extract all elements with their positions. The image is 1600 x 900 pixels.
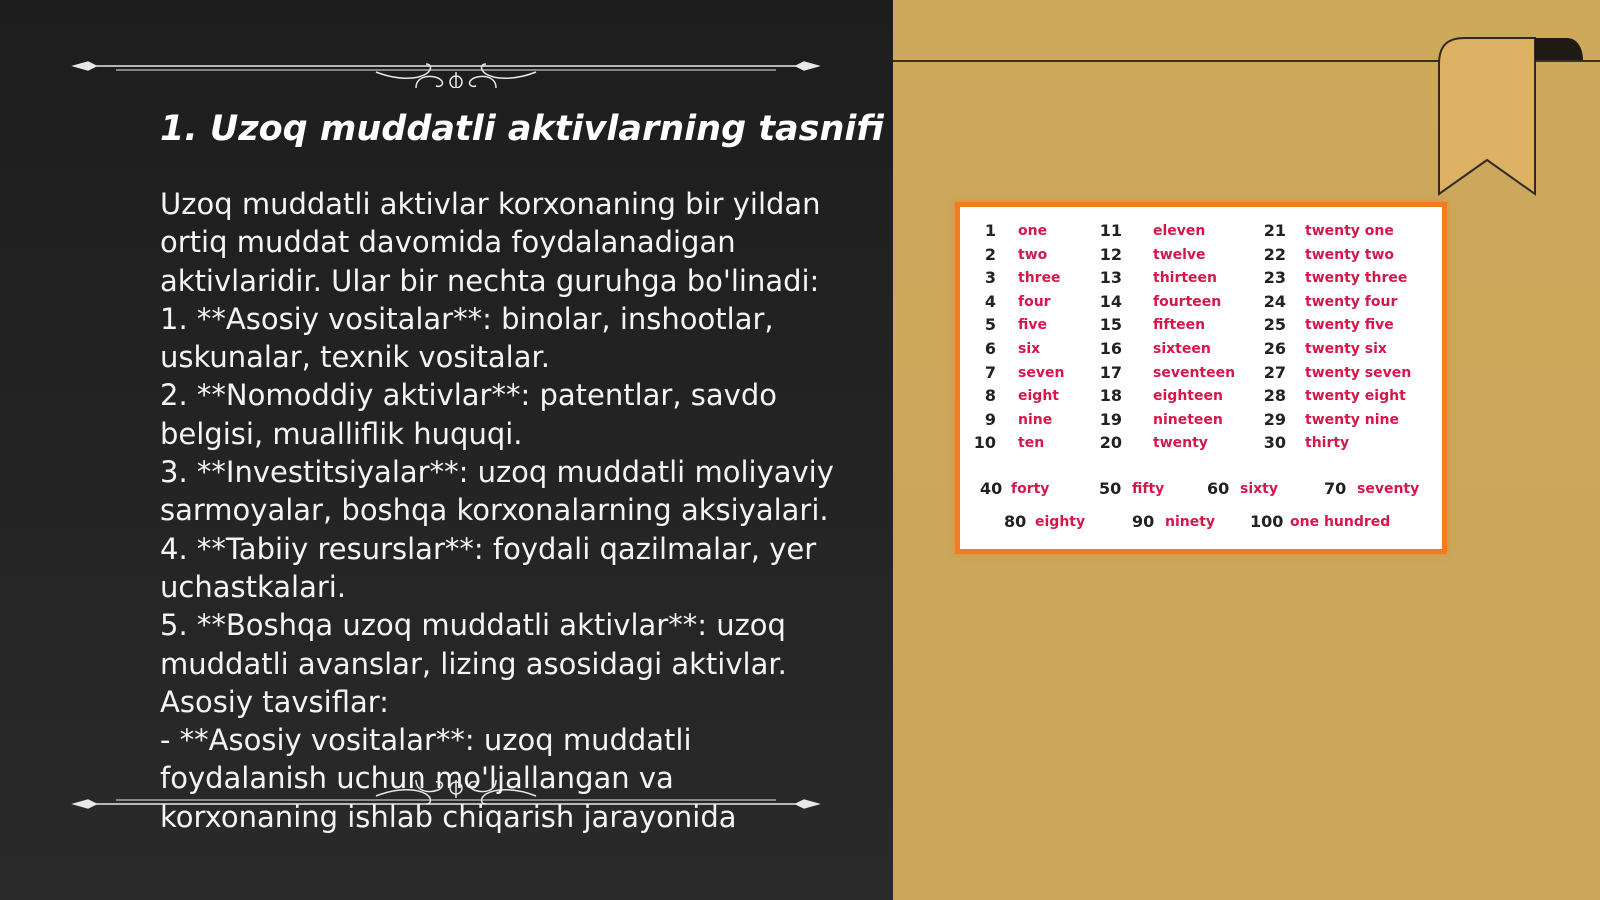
number-digit: 15 xyxy=(1099,315,1122,335)
number-row xyxy=(960,386,1442,408)
number-digit: 24 xyxy=(1263,291,1286,311)
number-word: eighteen xyxy=(1153,388,1223,405)
number-digit: 8 xyxy=(984,386,996,406)
number-digit: 2 xyxy=(984,244,996,264)
number-word: eight xyxy=(1018,388,1059,405)
number-word: thirty xyxy=(1305,435,1350,452)
number-digit: 9 xyxy=(984,409,996,429)
number-digit: 12 xyxy=(1099,244,1122,264)
number-word: eighty xyxy=(1035,514,1086,530)
body-paragraph: 3. **Investitsiyalar**: uzoq muddatli moliyaviy sarmoyalar, boshqa korxonalarning aksiyalari. xyxy=(160,455,834,528)
number-digit: 13 xyxy=(1099,268,1122,288)
number-digit: 5 xyxy=(984,315,996,335)
number-row xyxy=(960,315,1442,337)
number-word: seventy xyxy=(1357,481,1420,497)
number-word: twenty six xyxy=(1305,341,1387,357)
number-digit: 30 xyxy=(1263,433,1286,453)
number-row xyxy=(960,339,1442,361)
number-word: sixty xyxy=(1240,481,1278,497)
number-word: twenty two xyxy=(1305,246,1395,263)
number-digit: 26 xyxy=(1263,339,1286,358)
number-row xyxy=(960,363,1442,385)
number-digit: 60 xyxy=(1207,479,1230,498)
number-word: six xyxy=(1018,341,1041,357)
number-digit: 18 xyxy=(1099,386,1122,406)
number-digit: 14 xyxy=(1099,291,1122,311)
number-word: thirteen xyxy=(1153,270,1218,287)
number-word: seven xyxy=(1018,364,1065,381)
number-word: twenty four xyxy=(1305,293,1398,310)
number-word: one hundred xyxy=(1290,514,1391,530)
bookmark-ribbon-icon xyxy=(1435,34,1585,199)
number-word: twenty one xyxy=(1305,223,1394,239)
number-digit: 1 xyxy=(984,221,996,240)
tens-row xyxy=(960,479,1442,501)
number-word: forty xyxy=(1011,481,1050,497)
number-digit: 25 xyxy=(1263,315,1286,335)
number-word: ten xyxy=(1018,435,1045,452)
number-row xyxy=(960,268,1442,290)
number-word: five xyxy=(1018,317,1047,334)
number-word: seventeen xyxy=(1153,364,1236,381)
number-word: sixteen xyxy=(1153,341,1211,357)
number-row xyxy=(960,292,1442,314)
number-digit: 27 xyxy=(1263,362,1286,382)
number-digit: 21 xyxy=(1263,221,1286,240)
number-word: twenty seven xyxy=(1305,364,1412,381)
body-paragraph: 5. **Boshqa uzoq muddatli aktivlar**: uzoq muddatli avanslar, lizing asosidagi aktivlar. xyxy=(160,608,787,681)
number-digit: 7 xyxy=(984,362,996,382)
number-digit: 4 xyxy=(984,291,996,311)
number-digit: 23 xyxy=(1263,268,1286,288)
number-word: two xyxy=(1018,246,1048,263)
number-digit: 80 xyxy=(1004,512,1027,531)
number-row xyxy=(960,433,1442,455)
number-word: twelve xyxy=(1153,246,1206,263)
number-word: ninety xyxy=(1165,514,1216,530)
number-word: twenty xyxy=(1153,435,1208,452)
number-word: twenty five xyxy=(1305,317,1394,334)
number-digit: 11 xyxy=(1099,221,1122,240)
number-digit: 20 xyxy=(1099,433,1122,453)
number-digit: 3 xyxy=(984,268,996,288)
number-digit: 29 xyxy=(1263,409,1286,429)
number-word: fifteen xyxy=(1153,317,1206,334)
number-digit: 16 xyxy=(1099,339,1122,358)
number-digit: 100 xyxy=(1250,512,1284,531)
number-word: twenty nine xyxy=(1305,411,1400,428)
number-digit: 17 xyxy=(1099,362,1122,382)
number-digit: 40 xyxy=(980,479,1003,498)
body-paragraph: 4. **Tabiiy resurslar**: foydali qazilmalar, yer uchastkalari. xyxy=(160,531,817,604)
number-word: twenty eight xyxy=(1305,388,1406,405)
number-word: eleven xyxy=(1153,223,1206,239)
number-word: three xyxy=(1018,270,1061,287)
number-row xyxy=(960,221,1442,243)
slide-body xyxy=(160,185,850,836)
body-paragraph: 2. **Nomoddiy aktivlar**: patentlar, savdo belgisi, mualliflik huquqi. xyxy=(160,378,777,451)
number-word: one xyxy=(1018,223,1048,239)
number-digit: 90 xyxy=(1132,512,1155,531)
number-word: fifty xyxy=(1132,481,1165,497)
number-word: nineteen xyxy=(1153,411,1223,428)
number-row xyxy=(960,410,1442,432)
number-word: nine xyxy=(1018,411,1053,428)
numbers-chart-image xyxy=(955,202,1447,554)
body-paragraph: - **Asosiy vositalar**: uzoq muddatli foydalanish uchun mo'ljallangan va korxonaning ishlab chiqarish jarayonida xyxy=(160,723,737,834)
number-word: fourteen xyxy=(1153,293,1222,310)
body-paragraph: Asosiy tavsiflar: xyxy=(160,684,389,719)
number-digit: 10 xyxy=(973,433,996,453)
number-digit: 50 xyxy=(1099,479,1122,498)
number-digit: 28 xyxy=(1263,386,1286,406)
number-word: four xyxy=(1018,293,1051,310)
tens-row xyxy=(960,512,1442,534)
slide-title: 1. Uzoq muddatli aktivlarning tasnifi xyxy=(160,109,884,149)
number-row xyxy=(960,245,1442,267)
number-digit: 70 xyxy=(1324,479,1347,498)
body-paragraph: Uzoq muddatli aktivlar korxonaning bir yildan ortiq muddat davomida foydalanadigan aktivlaridir. Ular bir nechta guruhga bo'linadi: xyxy=(160,187,821,298)
body-paragraph: 1. **Asosiy vositalar**: binolar, inshootlar, uskunalar, texnik vositalar. xyxy=(160,301,774,375)
number-word: twenty three xyxy=(1305,270,1408,287)
number-digit: 22 xyxy=(1263,244,1286,264)
number-digit: 19 xyxy=(1099,409,1122,429)
number-digit: 6 xyxy=(984,339,996,358)
ornament-divider-icon xyxy=(66,780,826,824)
ornament-divider-icon xyxy=(66,44,826,88)
